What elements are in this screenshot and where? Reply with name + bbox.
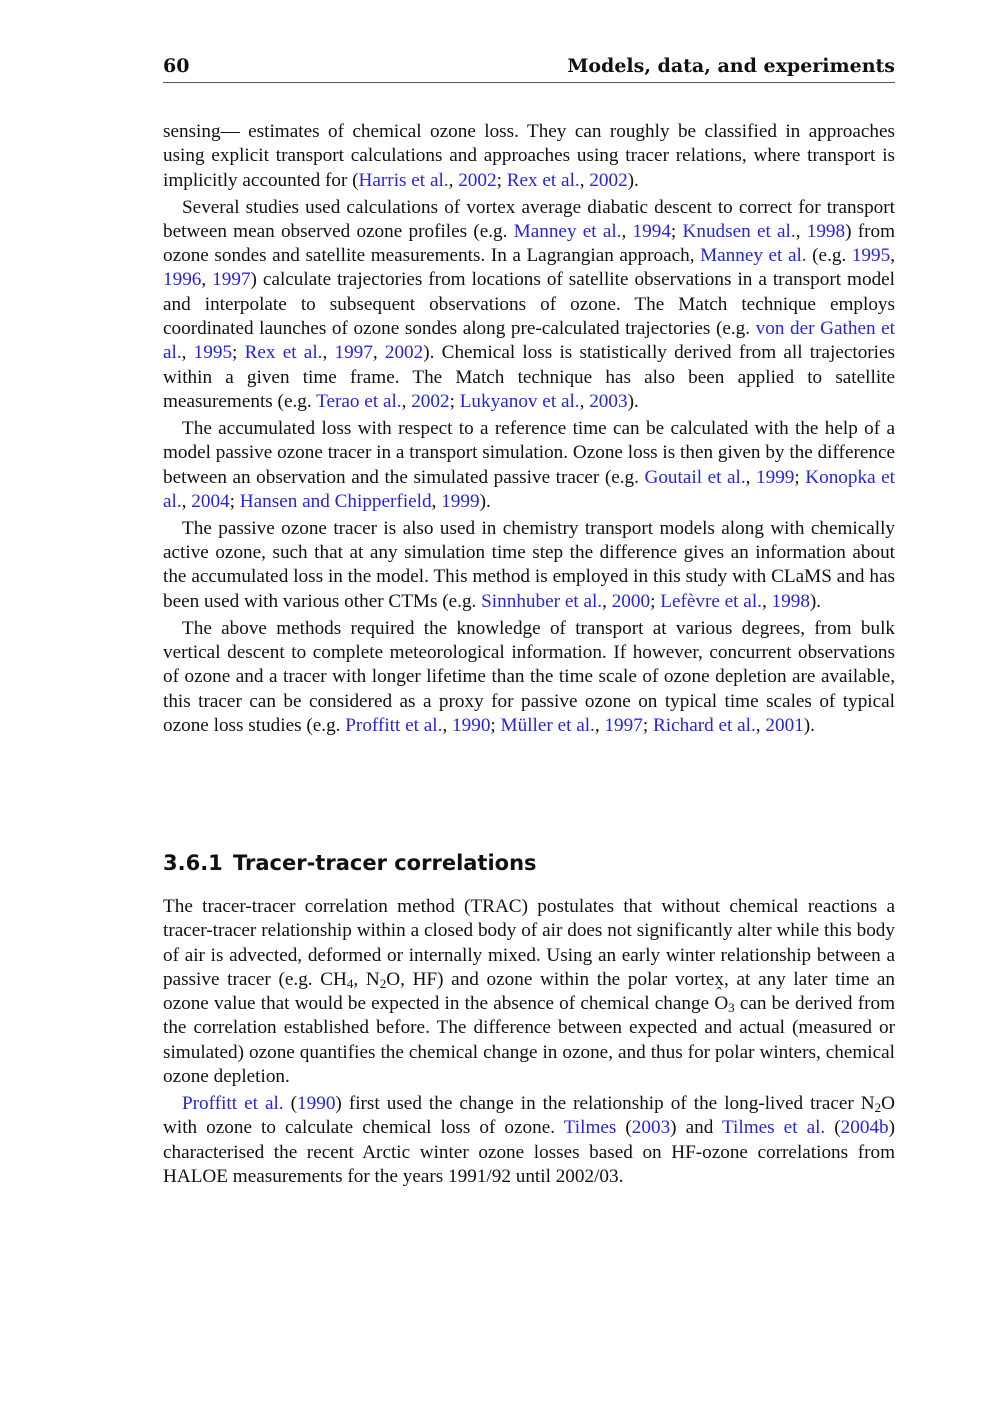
citation-link[interactable]: Sinnhuber et al.: [481, 590, 603, 612]
citation-link[interactable]: Proffitt et al.: [182, 1093, 284, 1115]
paragraph-7: Proffitt et al. (1990) first used the change in the relationship of the long-lived tracer $N_2O$ with ozone to calculate chemical loss of ozone. Tilmes (2003) and Tilmes et al. (2004b) characterised the recent Arctic winter ozone losses based on HF-ozone correlations from HALOE measurements for the years 1991/92 until 2002/03.: [163, 1093, 896, 1187]
citation-link[interactable]: Müller et al.: [500, 714, 595, 736]
citation-link[interactable]: Terao et al.: [316, 390, 402, 412]
paragraph-3: The accumulated loss with respect to a reference time can be calculated with the help of a model passive ozone tracer in a transport simulation. Ozone loss is then given by the difference between an observation and the simulated passive tracer (e.g. Goutail et al., 1999; Konopka et al., 2004; Hansen and Chipperfield, 1999).: [163, 417, 896, 512]
page-number: 60: [163, 55, 190, 77]
citation-link[interactable]: 1997: [212, 269, 251, 291]
running-title: Models, data, and experiments: [567, 55, 895, 77]
citation-link[interactable]: Tilmes: [563, 1117, 617, 1139]
paragraph-2: Several studies used calculations of vortex average diabatic descent to correct for transport between mean observed ozone profiles (e.g. Manney et al., 1994; Knudsen et al., 1998) from ozone sondes and satellite measurements. In a Lagrangian approach, Manney et al. (e.g. 1995, 1996, 1997) calculate trajectories from locations of satellite observations in a transport model and interpolate to subsequent observations of ozone. The Match technique employs coordinated launches of ozone sondes along pre-calculated trajectories (e.g. von der Gathen et al., 1995; Rex et al., 1997, 2002). Chemical loss is statistically derived from all trajectories within a given time frame. The Match technique has also been applied to satellite measurements (e.g. Terao et al., 2002; Lukyanov et al., 2003).: [163, 196, 896, 412]
citation-link[interactable]: 1998: [806, 220, 846, 242]
citation-link[interactable]: 1999: [441, 490, 480, 512]
citation-link[interactable]: Manney et al.: [700, 245, 807, 267]
citation-link[interactable]: 2001: [765, 714, 804, 736]
citation-link[interactable]: 2003: [589, 390, 628, 412]
citation-link[interactable]: 1996: [163, 269, 202, 291]
citation-link[interactable]: 2002: [411, 390, 450, 412]
citation-link[interactable]: Richard et al.: [652, 714, 756, 736]
paragraph-5: The above methods required the knowledge of transport at various degrees, from bulk vertical descent to complete meteorological information. If however, concurrent observations of ozone and a tracer with longer lifetime than the time scale of ozone depletion are available, this tracer can be considered as a proxy for passive ozone on typical time scales of typical ozone loss studies (e.g. Proffitt et al., 1990; Müller et al., 1997; Richard et al., 2001).: [163, 617, 895, 736]
citation-link[interactable]: 2004b: [840, 1117, 889, 1139]
section-title: Tracer-tracer correlations: [233, 851, 537, 875]
paragraph-6: The tracer-tracer correlation method (TRAC) postulates that without chemical reactions a tracer-tracer relationship within a closed body of air does not significantly alter while this body of air is advected, deformed or internally mixed. Using an early winter relationship between a passive tracer (e.g. $CH_4$, $N_2O$, HF) and ozone within the polar vortex, at any later time an ozone value that would be expected in the absence of chemical change ˆ $O_3$ can be derived from the correlation established before. The difference between expected and actual (measured or simulated) ozone quantifies the chemical change in ozone, and thus for polar winters, chemical ozone depletion.: [163, 895, 895, 1089]
citation-link[interactable]: 1995: [193, 342, 233, 364]
citation-link[interactable]: Proffitt et al.: [345, 714, 443, 736]
citation-link[interactable]: 2002: [458, 169, 497, 191]
citation-link[interactable]: von der Gathen et al.: [163, 318, 895, 364]
citation-link[interactable]: Rex et al.: [506, 169, 580, 191]
section-body: [163, 895, 895, 1192]
citation-link[interactable]: 1997: [604, 714, 643, 736]
citation-link[interactable]: 1990: [452, 714, 491, 736]
o3-hat-symbol: ˆ O: [714, 992, 728, 1016]
citation-link[interactable]: Goutail et al.: [644, 466, 746, 488]
citation-link[interactable]: 1997: [334, 342, 373, 364]
citation-link[interactable]: Konopka et al.: [163, 466, 896, 512]
citation-link[interactable]: 1990: [297, 1093, 336, 1115]
citation-link[interactable]: Lefèvre et al.: [660, 590, 762, 612]
citation-link[interactable]: Manney et al.: [513, 220, 622, 242]
section-heading: [163, 851, 895, 875]
citation-link[interactable]: 2000: [611, 590, 651, 612]
citation-link[interactable]: 1994: [632, 220, 671, 242]
citation-link[interactable]: 2002: [384, 342, 424, 364]
citation-link[interactable]: 1998: [771, 590, 810, 612]
citation-link[interactable]: Hansen and Chipperfield: [239, 490, 432, 512]
running-header: [163, 55, 895, 83]
section-number: 3.6.1: [163, 851, 223, 875]
body-text: [163, 120, 895, 741]
citation-link[interactable]: Lukyanov et al.: [459, 390, 580, 412]
citation-link[interactable]: 1995: [851, 245, 891, 267]
citation-link[interactable]: 2002: [589, 169, 628, 191]
citation-link[interactable]: Tilmes et al.: [722, 1117, 826, 1139]
citation-link[interactable]: Harris et al.: [358, 169, 449, 191]
paragraph-1: sensing— estimates of chemical ozone loss. They can roughly be classified in approaches using explicit transport calculations and approaches using tracer relations, where transport is implicitly accounted for (Harris et al., 2002; Rex et al., 2002).: [163, 121, 895, 191]
citation-link[interactable]: 1999: [756, 466, 795, 488]
paragraph-4: The passive ozone tracer is also used in chemistry transport models along with chemically active ozone, such that at any simulation time step the difference gives an information about the accumulated loss in the model. This method is employed in this study with CLaMS and has been used with various other CTMs (e.g. Sinnhuber et al., 2000; Lefèvre et al., 1998).: [163, 517, 895, 612]
citation-link[interactable]: 2003: [631, 1117, 671, 1139]
citation-link[interactable]: Rex et al.: [244, 342, 323, 364]
citation-link[interactable]: 2004: [191, 490, 230, 512]
citation-link[interactable]: Knudsen et al.: [682, 220, 796, 242]
